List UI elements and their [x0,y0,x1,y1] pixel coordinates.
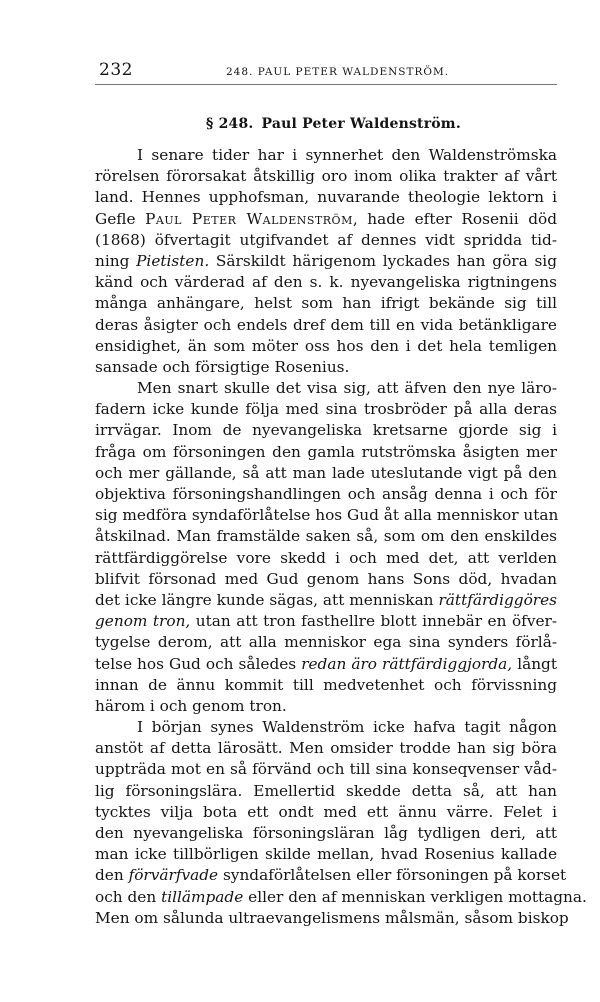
text-run: ensidighet, än som möter oss hos den i det hela temligen [95,336,557,355]
paragraph [95,717,587,929]
text-run: åtskilnad. Man framstälde saken så, som om den enskildes [95,527,557,546]
text-run: många anhängare, helst som han ifrigt bekände sig till [95,294,557,313]
text-line [95,399,557,420]
body-text [95,145,587,929]
text-run: långt [512,654,557,673]
text-run: Gefle [95,209,146,228]
person-name: Paul Peter Waldenström [145,209,353,228]
text-run: känd och värderad af den s. k. nyevangeliska rigtningens [95,273,557,292]
text-line [95,315,557,336]
page-header [95,60,560,82]
text-run: (1868) öfvertagit utgifvandet af dennes vidt spridda tid- [95,230,557,249]
text-line [95,590,557,611]
text-run: tygelse derom, att alla menniskor ega sina synders förlå- [95,633,557,652]
text-line [95,717,557,738]
italic-run: redan äro rättfärdiggjorda, [301,654,513,673]
text-run: I senare tider har i synnerhet den Waldenströmska [137,146,557,164]
text-line [95,654,557,675]
text-line [95,357,557,378]
italic-run: genom tron, [95,612,191,631]
text-run: innan de ännu kommit till medvetenhet och förvissning [95,675,557,694]
text-line [95,463,557,484]
text-run: anstöt af detta lärosätt. Men omsider trodde han sig böra [95,739,557,758]
section-heading [206,116,461,132]
text-run: den nyevangeliska försoningsläran låg tydligen deri, att [95,824,557,842]
section-title: Paul Peter Waldenström. [261,116,461,132]
text-run: fråga om försoningen den gamla rutströmska åsigten mer [95,442,557,461]
text-line [95,251,557,272]
text-line [95,696,557,717]
text-line [95,293,557,314]
text-line [95,145,557,166]
text-line [95,378,557,399]
text-line [95,611,557,632]
text-line [95,802,557,823]
text-line [95,632,557,653]
text-line [95,187,557,208]
text-run: Men snart skulle det visa sig, att äfven den nye läro- [137,379,557,398]
text-run: Särskildt härigenom lyckades han göra sig [209,251,557,270]
text-run: sansade och försigtige Rosenius. [95,357,350,376]
text-run: man icke tillbörligen skilde mellan, hvad Rosenius kallade [95,845,557,864]
italic-run: förvärfvade [128,866,219,885]
text-run: fadern icke kunde följa med sina trosbröder på alla deras [95,400,557,419]
text-line [95,272,557,293]
italic-run: Pietisten. [136,251,210,270]
section-number: § 248. [206,116,254,132]
text-run: rörelsen förorsakat åtskillig oro inom olika trakter af vårt [95,167,557,186]
text-run: den [95,866,129,885]
italic-run: tillämpade [161,887,244,906]
text-line [95,781,557,802]
text-run: och den [95,887,162,906]
text-run: telse hos Gud och således [95,654,302,673]
text-run: sig medföra syndaförlåtelse hos Gud åt alla menniskor utan [95,506,559,525]
text-line [95,230,557,251]
header-rule [95,84,557,85]
text-line [95,548,557,569]
paragraph [95,145,557,378]
text-line [95,442,557,463]
text-line [95,505,557,526]
text-run: uppträda mot en så förvänd och till sina konseqvenser våd- [95,760,557,779]
text-run: I början synes Waldenström icke hafva tagit någon [137,718,557,737]
text-line [95,844,557,865]
text-run: och mer gällande, så att man lade uteslutande vigt på den [95,463,557,482]
text-run: tycktes vilja bota ett ondt med ett ännu värre. Felet i [95,802,557,821]
text-line [95,823,557,844]
running-head: 248. PAUL PETER WALDENSTRÖM. [226,66,450,78]
text-line [95,166,557,187]
text-run: ning [95,251,137,270]
text-run: , hade efter Rosenii död [352,209,557,228]
text-run: syndaförlåtelsen eller försoningen på korset [218,866,567,885]
text-run: deras åsigter och endels dref dem till en vida betänkligare [95,315,557,334]
text-run: lig försoningslära. Emellertid skedde detta så, att han [95,781,557,800]
page-number: 232 [99,60,133,80]
text-line [95,209,557,230]
text-line [95,569,557,590]
text-run: land. Hennes upphofsman, nuvarande theologie lektorn i [95,188,557,207]
text-line [95,865,567,886]
text-line [95,908,569,929]
text-line [95,484,557,505]
text-line [95,336,557,357]
text-line [95,887,587,908]
text-run: härom i och genom tron. [95,696,287,715]
text-run: blifvit försonad med Gud genom hans Sons död, hvadan [95,569,557,588]
italic-run: rättfärdiggöres [438,590,557,609]
paragraph [95,378,557,717]
text-run: irrvägar. Inom de nyevangeliska kretsarne gjorde sig i [95,421,557,440]
text-line [95,738,557,759]
text-run: eller den af menniskan verkligen mottagna. [243,887,587,906]
text-run: Men om sålunda ultraevangelismens målsmän, såsom biskop [95,908,569,927]
text-run: rättfärdiggörelse vore skedd i och med det, att verlden [95,548,557,567]
text-line [95,759,557,780]
text-line [95,675,557,696]
text-run: det icke längre kunde sägas, att menniskan [95,590,439,609]
text-line [95,526,557,547]
text-line [95,420,557,441]
text-run: objektiva försoningshandlingen och ansåg denna i och för [95,485,557,503]
text-run: utan att tron fasthellre blott innebär en öfver- [190,612,557,631]
